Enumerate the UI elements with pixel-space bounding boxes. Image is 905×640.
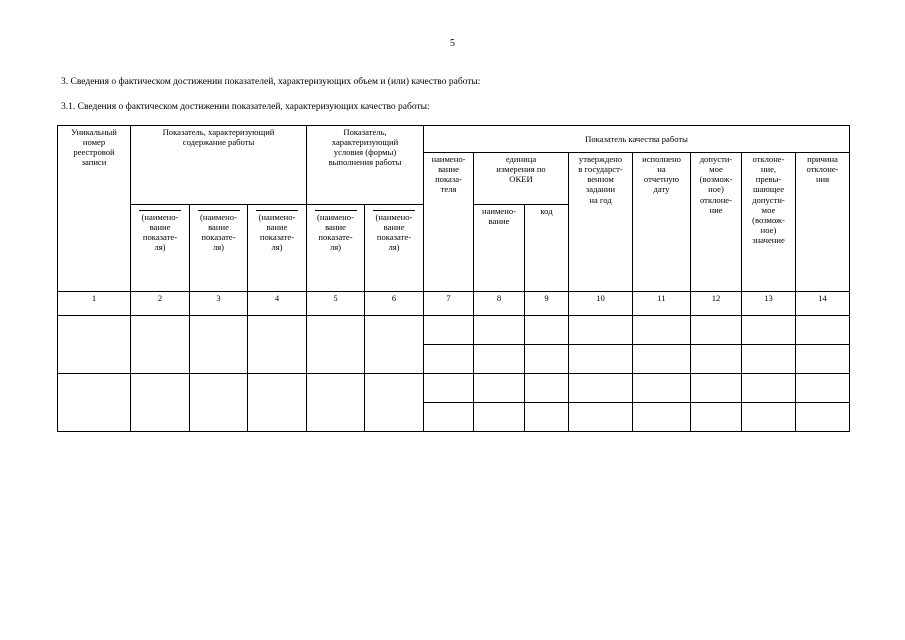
column-number: 14	[796, 292, 850, 316]
empty-cell[interactable]	[365, 374, 424, 432]
empty-cell[interactable]	[525, 374, 569, 403]
column-number: 11	[633, 292, 691, 316]
empty-cell[interactable]	[58, 374, 131, 432]
blank-line	[198, 210, 240, 211]
empty-cell[interactable]	[365, 316, 424, 374]
empty-cell[interactable]	[131, 374, 190, 432]
header-work-content: Показатель, характеризующий содержание работы	[131, 126, 307, 205]
empty-cell[interactable]	[474, 403, 525, 432]
page-number: 5	[450, 38, 455, 49]
blank-line	[373, 210, 415, 211]
header-excess-deviation: отклоне- ние, превы- шающее допусти- мое (возмож- ное) значение	[742, 153, 796, 292]
header-approved: утверждено в государст- венном задании на год	[569, 153, 633, 292]
column-number: 7	[424, 292, 474, 316]
subsection-heading: 3.1. Сведения о фактическом достижении показателей, характеризующих качество работы:	[61, 102, 430, 112]
empty-cell[interactable]	[796, 403, 850, 432]
empty-cell[interactable]	[691, 374, 742, 403]
header-unit-code: код	[525, 205, 569, 292]
column-number: 2	[131, 292, 190, 316]
empty-cell[interactable]	[307, 316, 365, 374]
empty-cell[interactable]	[248, 316, 307, 374]
empty-cell[interactable]	[525, 345, 569, 374]
empty-cell[interactable]	[424, 403, 474, 432]
empty-cell[interactable]	[131, 316, 190, 374]
empty-cell[interactable]	[691, 345, 742, 374]
empty-cell[interactable]	[633, 345, 691, 374]
conditions-indicator-1	[307, 205, 365, 292]
header-unique-number: Уникальный номер реестровой записи	[58, 126, 131, 292]
header-work-conditions: Показатель, характеризующий условия (формы) выполнения работы	[307, 126, 424, 205]
content-indicator-2	[190, 205, 248, 292]
column-number: 3	[190, 292, 248, 316]
empty-cell[interactable]	[190, 374, 248, 432]
empty-cell[interactable]	[424, 316, 474, 345]
indicator-name-label: (наимено- вание показате- ля)	[141, 212, 179, 253]
indicator-name-label: (наимено- вание показате- ля)	[258, 212, 296, 253]
empty-cell[interactable]	[796, 316, 850, 345]
empty-cell[interactable]	[190, 316, 248, 374]
conditions-indicator-2	[365, 205, 424, 292]
column-number: 13	[742, 292, 796, 316]
quality-indicators-table	[57, 125, 850, 432]
empty-cell[interactable]	[58, 316, 131, 374]
header-okei-unit: единица измерения по ОКЕИ	[474, 153, 569, 205]
column-number: 4	[248, 292, 307, 316]
column-number: 10	[569, 292, 633, 316]
empty-cell[interactable]	[569, 316, 633, 345]
column-number: 1	[58, 292, 131, 316]
header-quality-indicator: Показатель качества работы	[424, 126, 850, 153]
empty-cell[interactable]	[307, 374, 365, 432]
blank-line	[315, 210, 357, 211]
empty-cell[interactable]	[742, 345, 796, 374]
column-number: 9	[525, 292, 569, 316]
empty-cell[interactable]	[633, 316, 691, 345]
blank-line	[139, 210, 181, 211]
header-fulfilled: исполнено на отчетную дату	[633, 153, 691, 292]
empty-cell[interactable]	[796, 374, 850, 403]
empty-cell[interactable]	[474, 345, 525, 374]
empty-cell[interactable]	[569, 403, 633, 432]
blank-line	[256, 210, 298, 211]
column-number: 12	[691, 292, 742, 316]
column-number: 8	[474, 292, 525, 316]
empty-cell[interactable]	[691, 403, 742, 432]
empty-cell[interactable]	[569, 345, 633, 374]
header-unit-name: наимено- вание	[474, 205, 525, 292]
indicator-name-label: (наимено- вание показате- ля)	[317, 212, 354, 253]
empty-cell[interactable]	[474, 316, 525, 345]
empty-cell[interactable]	[633, 374, 691, 403]
content-indicator-1	[131, 205, 190, 292]
empty-cell[interactable]	[569, 374, 633, 403]
empty-cell[interactable]	[248, 374, 307, 432]
empty-cell[interactable]	[742, 403, 796, 432]
column-number: 6	[365, 292, 424, 316]
header-allowed-deviation: допусти- мое (возмож- ное) отклоне- ние	[691, 153, 742, 292]
empty-cell[interactable]	[796, 345, 850, 374]
empty-cell[interactable]	[742, 316, 796, 345]
indicator-name-label: (наимено- вание показате- ля)	[200, 212, 237, 253]
content-indicator-3	[248, 205, 307, 292]
empty-cell[interactable]	[424, 374, 474, 403]
header-deviation-reason: причина отклоне- ния	[796, 153, 850, 292]
empty-cell[interactable]	[525, 316, 569, 345]
column-number: 5	[307, 292, 365, 316]
empty-cell[interactable]	[525, 403, 569, 432]
empty-cell[interactable]	[424, 345, 474, 374]
empty-cell[interactable]	[742, 374, 796, 403]
header-indicator-name: наимено- вание показа- теля	[424, 153, 474, 292]
empty-cell[interactable]	[691, 316, 742, 345]
empty-cell[interactable]	[633, 403, 691, 432]
section-heading: 3. Сведения о фактическом достижении показателей, характеризующих объем и (или) качество работы:	[61, 77, 481, 87]
indicator-name-label: (наимено- вание показате- ля)	[375, 212, 413, 253]
empty-cell[interactable]	[474, 374, 525, 403]
